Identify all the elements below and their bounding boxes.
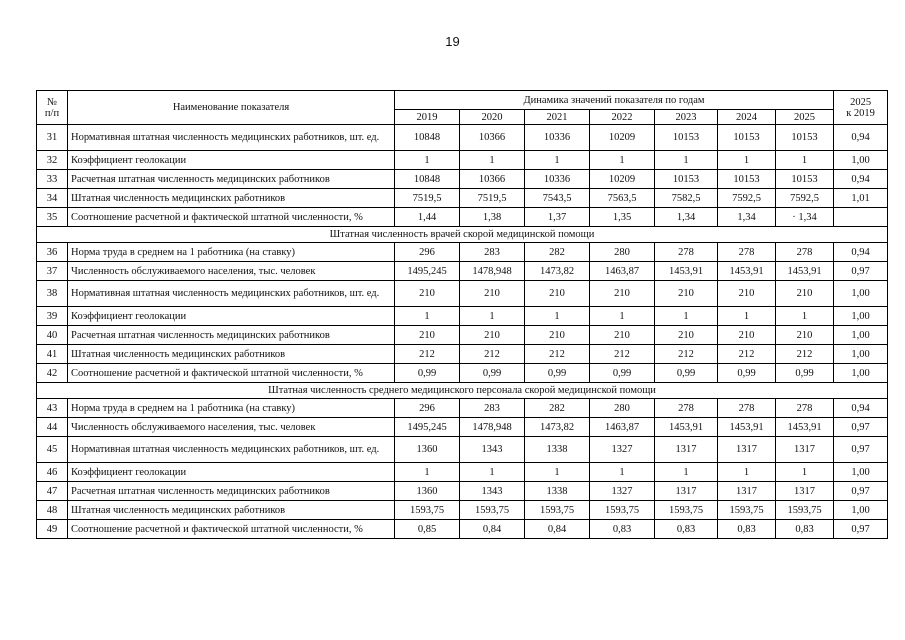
row-number: 31 [37, 125, 68, 151]
year-value: 1 [525, 307, 590, 326]
year-value: 10336 [525, 170, 590, 189]
year-value: 1 [460, 151, 525, 170]
ratio-value: 0,97 [834, 437, 888, 463]
indicator-name: Соотношение расчетной и фактической штатной численности, % [68, 208, 395, 227]
year-value: 283 [460, 243, 525, 262]
header-ratio-label: 2025 к 2019 [846, 96, 875, 119]
table-row [37, 243, 888, 262]
year-value: 7582,5 [655, 189, 718, 208]
indicator-name: Штатная численность медицинских работников [68, 345, 395, 364]
year-value: 0,99 [590, 364, 655, 383]
row-number: 34 [37, 189, 68, 208]
year-value: 1 [590, 151, 655, 170]
year-value: 1327 [590, 437, 655, 463]
year-value: 0,85 [395, 520, 460, 539]
year-value: 210 [525, 326, 590, 345]
year-value: 1 [590, 463, 655, 482]
year-value: 1317 [718, 482, 776, 501]
year-value: 210 [655, 326, 718, 345]
ratio-value: 1,00 [834, 326, 888, 345]
year-value: 1453,91 [718, 262, 776, 281]
year-value: 1495,245 [395, 418, 460, 437]
year-value: 1463,87 [590, 418, 655, 437]
year-value: 1453,91 [655, 262, 718, 281]
year-value: 210 [776, 281, 834, 307]
table-row [37, 151, 888, 170]
row-number: 44 [37, 418, 68, 437]
ratio-value: 0,97 [834, 262, 888, 281]
year-value: 1 [655, 151, 718, 170]
year-value: 10153 [718, 170, 776, 189]
year-value: 210 [525, 281, 590, 307]
ratio-value: 0,97 [834, 418, 888, 437]
year-value: 0,83 [718, 520, 776, 539]
year-value: 10209 [590, 170, 655, 189]
year-value: 212 [460, 345, 525, 364]
year-value: 1 [460, 463, 525, 482]
year-value: 10848 [395, 170, 460, 189]
ratio-value: 1,00 [834, 501, 888, 520]
indicator-name: Численность обслуживаемого населения, тыс. человек [68, 418, 395, 437]
year-value: 0,84 [525, 520, 590, 539]
year-value: 296 [395, 243, 460, 262]
year-value: 0,99 [460, 364, 525, 383]
year-value: 210 [590, 281, 655, 307]
header-dynamics-label: Динамика значений показателя по годам [523, 94, 705, 106]
ratio-value: 0,94 [834, 125, 888, 151]
year-value: 1338 [525, 482, 590, 501]
year-value: 7563,5 [590, 189, 655, 208]
year-value: 1593,75 [525, 501, 590, 520]
year-value: 212 [395, 345, 460, 364]
year-value: 282 [525, 399, 590, 418]
year-value: 1593,75 [395, 501, 460, 520]
ratio-value: 0,97 [834, 482, 888, 501]
table-row [37, 501, 888, 520]
ratio-value: 0,97 [834, 520, 888, 539]
year-value: 1 [395, 151, 460, 170]
year-value: 1463,87 [590, 262, 655, 281]
row-number: 42 [37, 364, 68, 383]
indicator-name: Штатная численность медицинских работников [68, 501, 395, 520]
year-value: 1 [395, 307, 460, 326]
year-value: 7519,5 [395, 189, 460, 208]
indicator-name: Норма труда в среднем на 1 работника (на ставку) [68, 399, 395, 418]
year-value: 0,83 [655, 520, 718, 539]
indicator-name: Соотношение расчетной и фактической штатной численности, % [68, 520, 395, 539]
year-value: 280 [590, 243, 655, 262]
header-year: 2025 [776, 110, 834, 125]
header-year: 2023 [655, 110, 718, 125]
year-value: 1 [718, 307, 776, 326]
year-value: 1453,91 [718, 418, 776, 437]
section-row [37, 227, 888, 243]
year-value: 1473,82 [525, 418, 590, 437]
row-number: 45 [37, 437, 68, 463]
table-row [37, 482, 888, 501]
year-value: 10153 [776, 125, 834, 151]
header-ratio [834, 91, 888, 125]
year-value: 1,34 [655, 208, 718, 227]
year-value: 210 [655, 281, 718, 307]
year-value: 210 [590, 326, 655, 345]
table-row [37, 262, 888, 281]
year-value: 210 [776, 326, 834, 345]
ratio-value [834, 208, 888, 227]
indicator-name: Коэффициент геолокации [68, 151, 395, 170]
row-number: 47 [37, 482, 68, 501]
ratio-value: 1,00 [834, 463, 888, 482]
year-value: 1473,82 [525, 262, 590, 281]
year-value: 1317 [718, 437, 776, 463]
indicator-name: Соотношение расчетной и фактической штатной численности, % [68, 364, 395, 383]
year-value: 278 [655, 243, 718, 262]
year-value: 210 [460, 326, 525, 345]
indicator-name: Нормативная штатная численность медицинских работников, шт. ед. [68, 281, 395, 307]
year-value: 1 [525, 151, 590, 170]
header-name [68, 91, 395, 125]
table-row [37, 189, 888, 208]
row-number: 49 [37, 520, 68, 539]
year-value: 10336 [525, 125, 590, 151]
table-header [37, 91, 888, 125]
table-row [37, 399, 888, 418]
year-value: 0,83 [776, 520, 834, 539]
indicator-name: Расчетная штатная численность медицинских работников [68, 170, 395, 189]
year-value: 1,37 [525, 208, 590, 227]
indicator-name: Коэффициент геолокации [68, 307, 395, 326]
year-value: 0,99 [655, 364, 718, 383]
row-number: 35 [37, 208, 68, 227]
year-value: 296 [395, 399, 460, 418]
table-row [37, 463, 888, 482]
year-value: 282 [525, 243, 590, 262]
year-value: 212 [590, 345, 655, 364]
year-value: 1317 [655, 482, 718, 501]
ratio-value: 0,94 [834, 170, 888, 189]
header-num-label: № п/п [44, 96, 60, 119]
table-row [37, 437, 888, 463]
row-number: 32 [37, 151, 68, 170]
indicator-name: Штатная численность медицинских работников [68, 189, 395, 208]
year-value: 280 [590, 399, 655, 418]
header-year: 2019 [395, 110, 460, 125]
year-value: 1338 [525, 437, 590, 463]
year-value: 1593,75 [655, 501, 718, 520]
year-value: 1453,91 [655, 418, 718, 437]
year-value: 10848 [395, 125, 460, 151]
year-value: 1,34 [718, 208, 776, 227]
year-value: 1593,75 [460, 501, 525, 520]
section-title: Штатная численность врачей скорой медицинской помощи [37, 227, 888, 243]
year-value: 1453,91 [776, 262, 834, 281]
year-value: 1593,75 [718, 501, 776, 520]
year-value: 10153 [718, 125, 776, 151]
year-value: 210 [395, 326, 460, 345]
ratio-value: 0,94 [834, 243, 888, 262]
year-value: 278 [776, 399, 834, 418]
year-value: 10209 [590, 125, 655, 151]
year-value: 278 [718, 243, 776, 262]
ratio-value: 1,00 [834, 281, 888, 307]
year-value: 1 [776, 463, 834, 482]
year-value: 1593,75 [776, 501, 834, 520]
year-value: 278 [655, 399, 718, 418]
ratio-value: 1,01 [834, 189, 888, 208]
table-row [37, 125, 888, 151]
year-value: 0,99 [776, 364, 834, 383]
indicator-name: Расчетная штатная численность медицинских работников [68, 326, 395, 345]
header-dynamics [395, 91, 834, 110]
year-value: 1453,91 [776, 418, 834, 437]
row-number: 33 [37, 170, 68, 189]
year-value: 10366 [460, 125, 525, 151]
year-value: 0,99 [718, 364, 776, 383]
year-value: 1 [718, 463, 776, 482]
year-value: 1 [776, 307, 834, 326]
year-value: 1327 [590, 482, 655, 501]
header-year: 2022 [590, 110, 655, 125]
year-value: 1317 [655, 437, 718, 463]
year-value: 1 [395, 463, 460, 482]
table-row [37, 364, 888, 383]
year-value: · 1,34 [776, 208, 834, 227]
year-value: 212 [525, 345, 590, 364]
year-value: 210 [460, 281, 525, 307]
indicator-name: Норма труда в среднем на 1 работника (на ставку) [68, 243, 395, 262]
year-value: 1478,948 [460, 262, 525, 281]
year-value: 0,84 [460, 520, 525, 539]
year-value: 7543,5 [525, 189, 590, 208]
row-number: 43 [37, 399, 68, 418]
row-number: 37 [37, 262, 68, 281]
row-number: 36 [37, 243, 68, 262]
header-year: 2020 [460, 110, 525, 125]
year-value: 1 [525, 463, 590, 482]
row-number: 41 [37, 345, 68, 364]
year-value: 10153 [655, 170, 718, 189]
header-name-label: Наименование показателя [172, 102, 290, 113]
year-value: 7519,5 [460, 189, 525, 208]
year-value: 1360 [395, 437, 460, 463]
indicator-name: Нормативная штатная численность медицинских работников, шт. ед. [68, 125, 395, 151]
row-number: 40 [37, 326, 68, 345]
table-row [37, 281, 888, 307]
year-value: 278 [776, 243, 834, 262]
year-value: 1,44 [395, 208, 460, 227]
year-value: 1495,245 [395, 262, 460, 281]
year-value: 7592,5 [776, 189, 834, 208]
year-value: 1593,75 [590, 501, 655, 520]
page-number: 19 [445, 34, 460, 49]
ratio-value: 0,94 [834, 399, 888, 418]
year-value: 1 [718, 151, 776, 170]
year-value: 1317 [776, 437, 834, 463]
row-number: 46 [37, 463, 68, 482]
year-value: 210 [718, 326, 776, 345]
year-value: 1,38 [460, 208, 525, 227]
row-number: 39 [37, 307, 68, 326]
year-value: 10153 [776, 170, 834, 189]
ratio-value: 1,00 [834, 307, 888, 326]
table-row [37, 170, 888, 189]
ratio-value: 1,00 [834, 364, 888, 383]
table-body [37, 125, 888, 539]
table-row [37, 326, 888, 345]
table-row [37, 307, 888, 326]
indicator-name: Расчетная штатная численность медицинских работников [68, 482, 395, 501]
year-value: 1 [776, 151, 834, 170]
indicator-name: Коэффициент геолокации [68, 463, 395, 482]
year-value: 212 [655, 345, 718, 364]
year-value: 10366 [460, 170, 525, 189]
indicator-table [36, 90, 888, 539]
year-value: 1478,948 [460, 418, 525, 437]
header-year: 2024 [718, 110, 776, 125]
indicator-name: Нормативная штатная численность медицинских работников, шт. ед. [68, 437, 395, 463]
year-value: 210 [718, 281, 776, 307]
table-row [37, 520, 888, 539]
year-value: 10153 [655, 125, 718, 151]
year-value: 283 [460, 399, 525, 418]
year-value: 210 [395, 281, 460, 307]
indicator-name: Численность обслуживаемого населения, тыс. человек [68, 262, 395, 281]
year-value: 0,83 [590, 520, 655, 539]
section-title: Штатная численность среднего медицинского персонала скорой медицинской помощи [37, 383, 888, 399]
year-value: 0,99 [395, 364, 460, 383]
header-num [37, 91, 68, 125]
year-value: 7592,5 [718, 189, 776, 208]
ratio-value: 1,00 [834, 345, 888, 364]
year-value: 1 [460, 307, 525, 326]
table-row [37, 418, 888, 437]
year-value: 1343 [460, 482, 525, 501]
year-value: 278 [718, 399, 776, 418]
year-value: 212 [776, 345, 834, 364]
header-year: 2021 [525, 110, 590, 125]
year-value: 1 [590, 307, 655, 326]
year-value: 1317 [776, 482, 834, 501]
year-value: 1 [655, 463, 718, 482]
table-row [37, 345, 888, 364]
row-number: 48 [37, 501, 68, 520]
row-number: 38 [37, 281, 68, 307]
year-value: 1343 [460, 437, 525, 463]
year-value: 212 [718, 345, 776, 364]
ratio-value: 1,00 [834, 151, 888, 170]
year-value: 1 [655, 307, 718, 326]
section-row [37, 383, 888, 399]
year-value: 0,99 [525, 364, 590, 383]
year-value: 1360 [395, 482, 460, 501]
table-row [37, 208, 888, 227]
year-value: 1,35 [590, 208, 655, 227]
